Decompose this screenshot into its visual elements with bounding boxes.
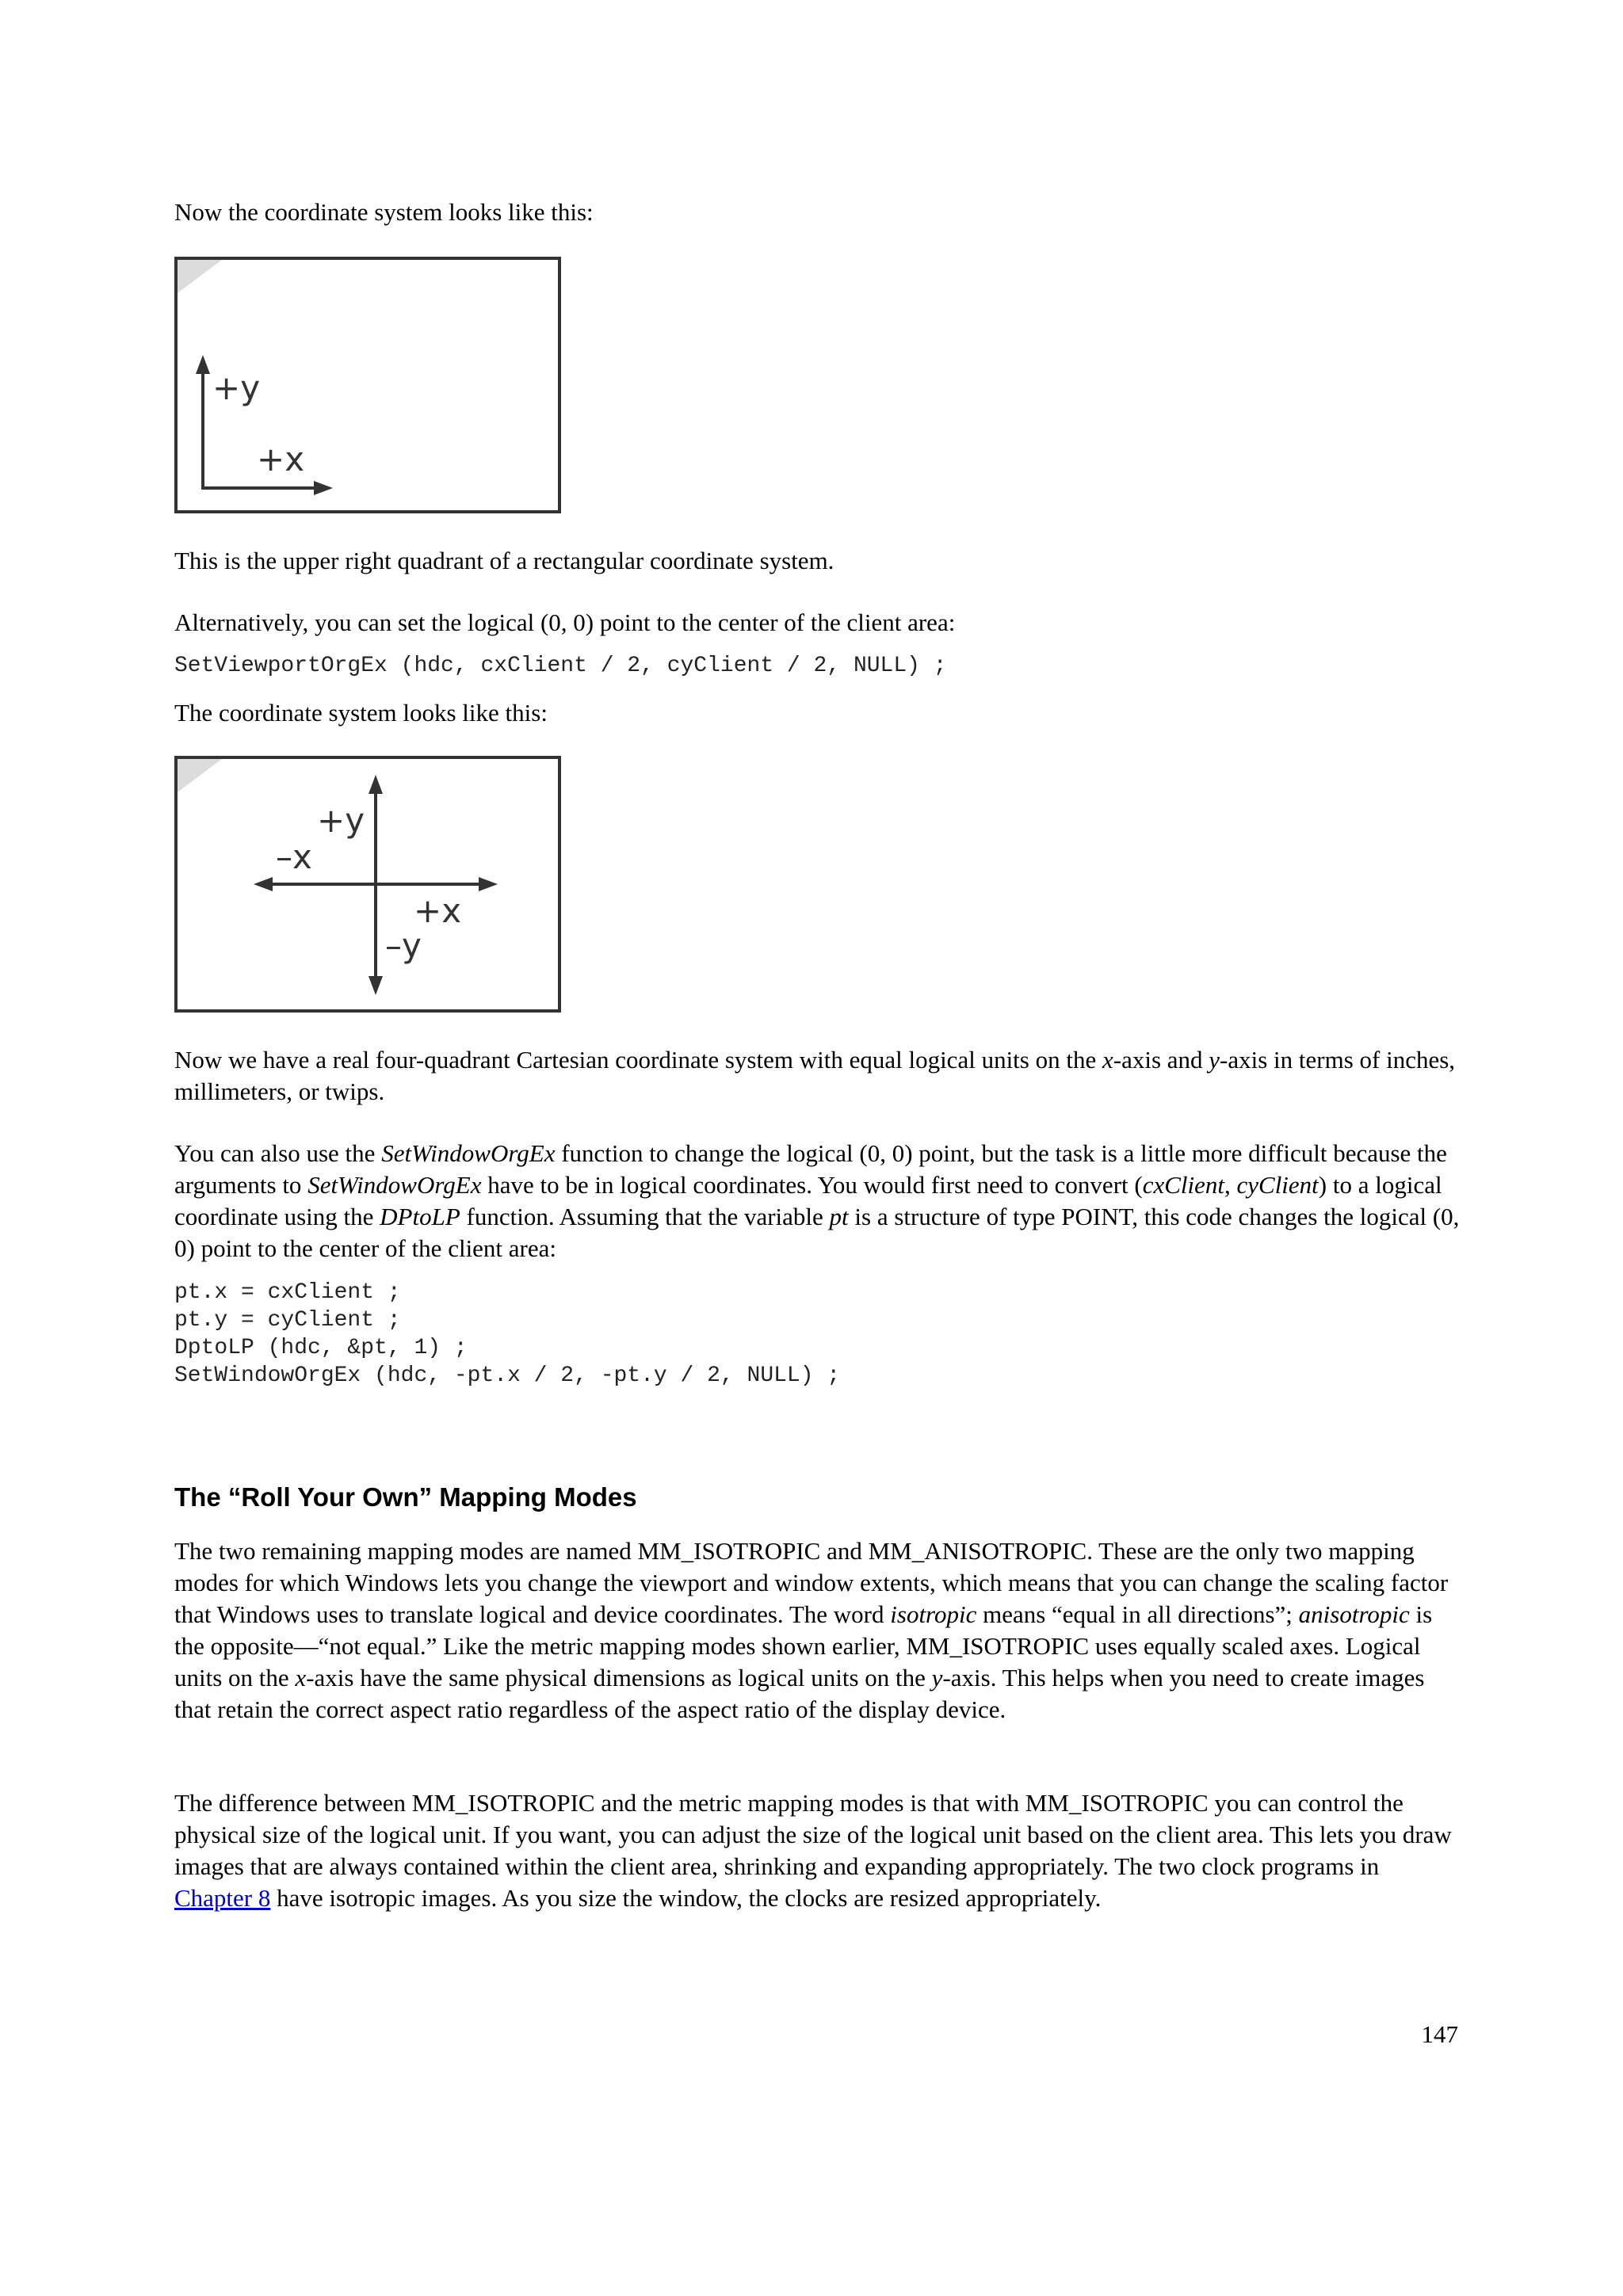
paragraph-isotropic-difference: The difference between MM_ISOTROPIC and the metric mapping modes is that with MM_ISOTROPIC you can control the physical size of the logical unit. If you want, you can adjust the size of the logical unit based on the client area. This lets you draw images that are always contained within the client area, shrinking and expanding appropriately. The two clock programs in Chapter 8 have isotropic images. As you size the window, the clocks are resized appropriately. [174,1789,1452,1912]
paragraph-isotropic-modes: The two remaining mapping modes are named MM_ISOTROPIC and MM_ANISOTROPIC. These are the only two mapping modes for which Windows lets you change the viewport and window extents, which means that you can change the scaling factor that Windows uses to translate logical and device coordinates. The word isotropic means “equal in all directions”; anisotropic is the opposite—“not equal.” Like the metric mapping modes shown earlier, MM_ISOTROPIC uses equally scaled axes. Logical units on the x-axis have the same physical dimensions as logical units on the y-axis. This helps when you need to create images that retain the correct aspect ratio regardless of the aspect ratio of the display device. [174,1537,1449,1723]
label-neg-y: –y [385,926,422,965]
paragraph-four-quadrant: Now we have a real four-quadrant Cartesian coordinate system with equal logical units on the x-axis and y-axis in terms of inches, millimeters, or twips. [174,1046,1456,1105]
code-line: DptoLP (hdc, &pt, 1) ; [174,1336,468,1360]
label-neg-x: –x [276,837,312,876]
paragraph-quadrant: This is the upper right quadrant of a rectangular coordinate system. [174,547,834,574]
page-number: 147 [1421,2020,1458,2048]
paragraph-set-window-org: You can also use the SetWindowOrgEx function to change the logical (0, 0) point, but the task is a little more difficult because the arguments to SetWindowOrgEx have to be in logical coordinates. You would first need to convert (cxClient, cyClient) to a logical coordinate using the DPtoLP function. Assuming that the variable pt is a structure of type POINT, this code changes the logical (0, 0) point to the center of the client area: [174,1139,1460,1262]
corner-fold [178,260,222,293]
x-axis-right-arrow [479,877,498,891]
label-pos-y: +y [212,368,261,407]
paragraph-intro: Now the coordinate system looks like this: [174,198,594,226]
four-quadrant-diagram [178,759,558,1009]
paragraph-alternatively: Alternatively, you can set the logical (0, 0) point to the center of the client area: [174,608,956,636]
code-set-viewport-org: SetViewportOrgEx (hdc, cxClient / 2, cyClient / 2, NULL) ; [174,654,947,678]
label-pos-x: +x [257,440,305,479]
quadrant-diagram [178,260,558,510]
code-line: pt.y = cyClient ; [174,1308,401,1333]
code-line: SetWindowOrgEx (hdc, -pt.x / 2, -pt.y / 2, NULL) ; [174,1363,841,1388]
x-axis-left-arrow [254,877,273,891]
y-axis-down-arrow [369,976,383,995]
figure-upper-right-quadrant [174,257,561,513]
y-axis-up-arrow [369,775,383,794]
label-pos-x: +x [414,891,462,930]
label-pos-y: +y [317,801,365,840]
y-axis-arrow [196,355,210,374]
x-axis-arrow [314,481,333,495]
paragraph-coordinate-system: The coordinate system looks like this: [174,699,548,727]
figure-four-quadrant [174,756,561,1013]
chapter-8-link[interactable]: Chapter 8 [174,1884,271,1912]
section-heading: The “Roll Your Own” Mapping Modes [174,1482,637,1512]
corner-fold [178,759,222,792]
code-line: pt.x = cxClient ; [174,1280,401,1305]
